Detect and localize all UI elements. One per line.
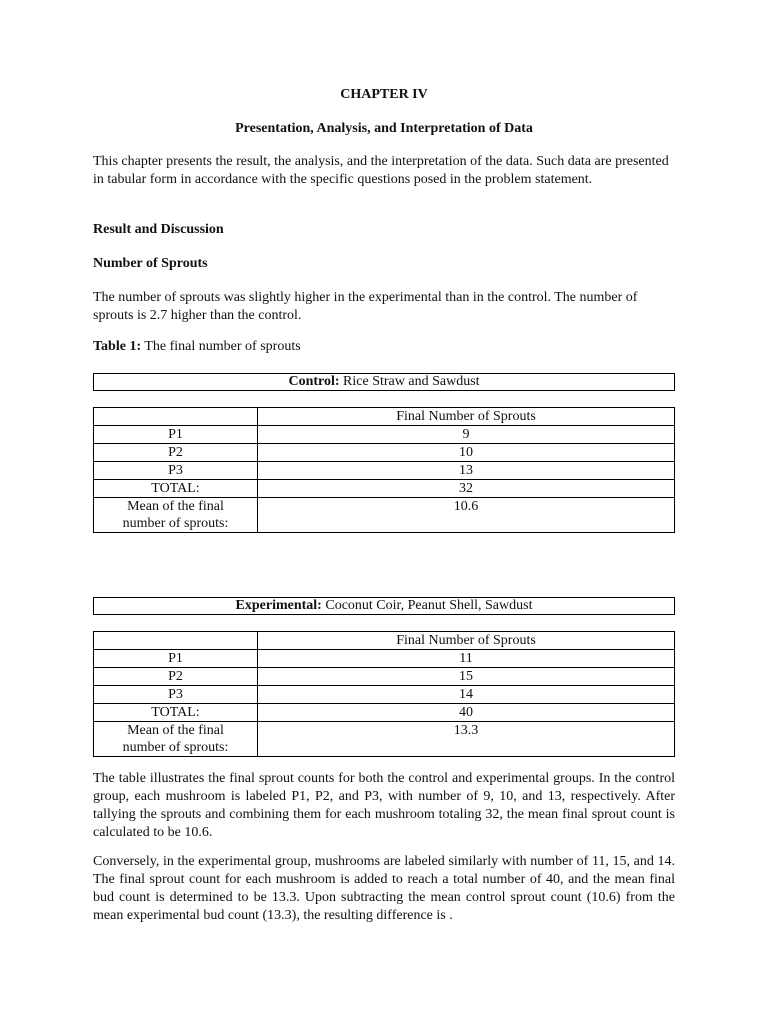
row-label: P3 [94, 686, 258, 704]
table-caption-text: The final number of sprouts [141, 339, 301, 354]
control-table [93, 407, 675, 533]
intro-paragraph: This chapter presents the result, the analysis, and the interpretation of the data. Such data are presented in tabular form in accordance with the specific questions posed in the problem statement. [93, 154, 669, 187]
mean-label-line-1: Mean of the final [127, 499, 224, 514]
row-label: P2 [94, 444, 258, 462]
chapter-subtitle: Presentation, Analysis, and Interpretation of Data [235, 121, 533, 136]
table-caption [93, 339, 301, 355]
table-row [94, 426, 675, 444]
row-value: 15 [258, 668, 675, 686]
control-title-text: Rice Straw and Sawdust [339, 374, 480, 389]
row-value: 32 [258, 480, 675, 498]
table-row [94, 668, 675, 686]
table-row [94, 462, 675, 480]
row-label: P1 [94, 650, 258, 668]
table-row-mean [94, 498, 675, 533]
mean-label [94, 722, 258, 757]
row-value: 13 [258, 462, 675, 480]
mean-value: 10.6 [258, 498, 675, 533]
mean-label-line-2: number of sprouts: [122, 516, 229, 531]
heading-result-discussion: Result and Discussion [93, 222, 224, 237]
table-row [94, 686, 675, 704]
table-row [94, 444, 675, 462]
row-value: 14 [258, 686, 675, 704]
table-discussion-paragraph: The table illustrates the final sprout counts for both the control and experimental groups. In the control group, each mushroom is labeled P1, P2, and P3, with number of 9, 10, and 13, respectively. After tallying the sprouts and combining them for each mushroom totaling 32, the mean final sprout count is calculated to be 10.6. [93, 771, 675, 840]
table-header-row [94, 408, 675, 426]
chapter-title: CHAPTER IV [340, 87, 428, 102]
experimental-table [93, 631, 675, 757]
table-header-empty [94, 408, 258, 426]
table-column-header: Final Number of Sprouts [258, 632, 675, 650]
row-value: 10 [258, 444, 675, 462]
table-column-header: Final Number of Sprouts [258, 408, 675, 426]
table-row [94, 480, 675, 498]
table-row [94, 650, 675, 668]
row-label: P2 [94, 668, 258, 686]
table-header-empty [94, 632, 258, 650]
conversely-paragraph: Conversely, in the experimental group, mushrooms are labeled similarly with number of 11, 15, and 14. The final sprout count for each mushroom is added to reach a total number of 40, and the mean final bud count is determined to be 13.3. Upon subtracting the mean control sprout count (10.6) from the mean experimental bud count (13.3), the resulting difference is . [93, 854, 675, 923]
table-caption-label: Table 1: [93, 339, 142, 354]
row-value: 9 [258, 426, 675, 444]
row-label: P3 [94, 462, 258, 480]
control-title-label: Control: [288, 374, 340, 389]
experimental-title-text: Coconut Coir, Peanut Shell, Sawdust [321, 598, 533, 613]
sprouts-paragraph: The number of sprouts was slightly higher in the experimental than in the control. The number of sprouts is 2.7 higher than the control. [93, 290, 638, 323]
mean-label [94, 498, 258, 533]
control-title-box [93, 373, 675, 391]
row-label: TOTAL: [94, 704, 258, 722]
row-label: TOTAL: [94, 480, 258, 498]
row-value: 11 [258, 650, 675, 668]
table-row [94, 704, 675, 722]
experimental-title-box [93, 597, 675, 615]
heading-number-of-sprouts: Number of Sprouts [93, 256, 208, 271]
mean-value: 13.3 [258, 722, 675, 757]
experimental-title-label: Experimental: [235, 598, 322, 613]
row-label: P1 [94, 426, 258, 444]
row-value: 40 [258, 704, 675, 722]
table-row-mean [94, 722, 675, 757]
table-header-row [94, 632, 675, 650]
mean-label-line-2: number of sprouts: [122, 740, 229, 755]
mean-label-line-1: Mean of the final [127, 723, 224, 738]
